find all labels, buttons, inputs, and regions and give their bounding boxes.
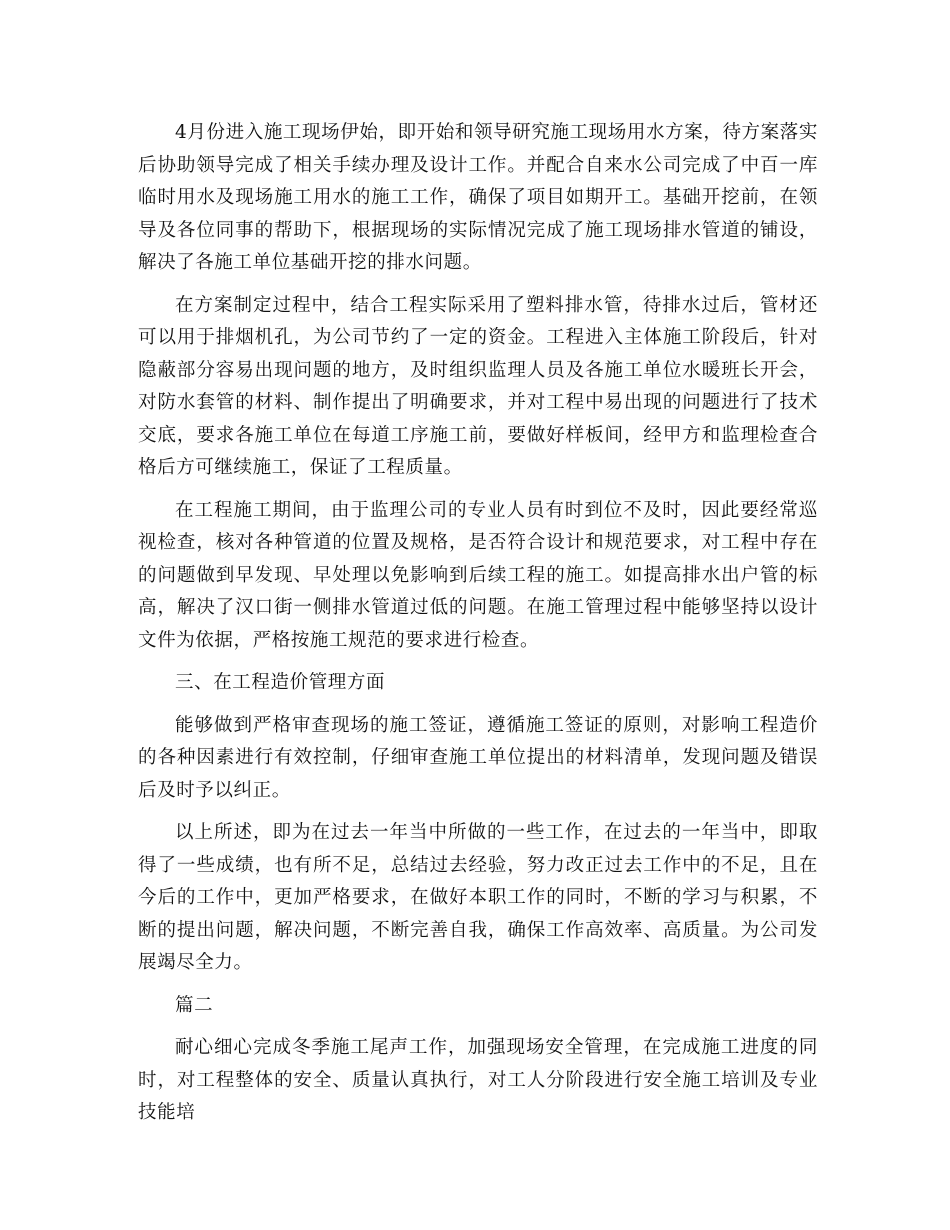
section-heading-cost-management: 三、在工程造价管理方面 bbox=[175, 672, 386, 693]
document-body bbox=[138, 117, 818, 1140]
paragraph-winter-construction: 耐心细心完成冬季施工尾声工作，加强现场安全管理，在完成施工进度的同时，对工程整体的安全、质量认真执行，对工人分阶段进行安全施工培训及专业技能培 bbox=[138, 1037, 818, 1123]
paragraph-summary: 以上所述，即为在过去一年当中所做的一些工作，在过去的一年当中，即取得了一些成绩，也有所不足，总结过去经验，努力改正过去工作中的不足，且在今后的工作中，更加严格要求，在做好本职工作的同时，不断的学习与积累，不断的提出问题，解决问题，不断完善自我，确保工作高效率、高质量。为公司发展竭尽全力。 bbox=[138, 822, 818, 973]
paragraph-plan-drafting: 在方案制定过程中，结合工程实际采用了塑料排水管，待排水过后，管材还可以用于排烟机孔，为公司节约了一定的资金。工程进入主体施工阶段后，针对隐蔽部分容易出现问题的地方，及时组织监理人员及各施工单位水暖班长开会，对防水套管的材料、制作提出了明确要求，并对工程中易出现的问题进行了技术交底，要求各施工单位在每道工序施工前，要做好样板间，经甲方和监理检查合格后方可继续施工，保证了工程质量。 bbox=[138, 294, 818, 478]
paragraph-water-plan: 4月份进入施工现场伊始，即开始和领导研究施工现场用水方案，待方案落实后协助领导完成了相关手续办理及设计工作。并配合自来水公司完成了中百一库临时用水及现场施工用水的施工工作，确保了项目如期开工。基础开挖前，在领导及各位同事的帮助下，根据现场的实际情况完成了施工现场排水管道的铺设，解决了各施工单位基础开挖的排水问题。 bbox=[138, 122, 818, 273]
paragraph-cost-control: 能够做到严格审查现场的施工签证，遵循施工签证的原则，对影响工程造价的各种因素进行有效控制，仔细审查施工单位提出的材料清单，发现问题及错误后及时予以纠正。 bbox=[138, 714, 818, 801]
section-heading-part-two: 篇二 bbox=[175, 994, 214, 1016]
paragraph-construction-period: 在工程施工期间，由于监理公司的专业人员有时到位不及时，因此要经常巡视检查，核对各种管道的位置及规格，是否符合设计和规范要求，对工程中存在的问题做到早发现、早处理以免影响到后续工程的施工。如提高排水出户管的标高，解决了汉口街一侧排水管道过低的问题。在施工管理过程中能够坚持以设计文件为依据，严格按施工规范的要求进行检查。 bbox=[138, 499, 818, 651]
